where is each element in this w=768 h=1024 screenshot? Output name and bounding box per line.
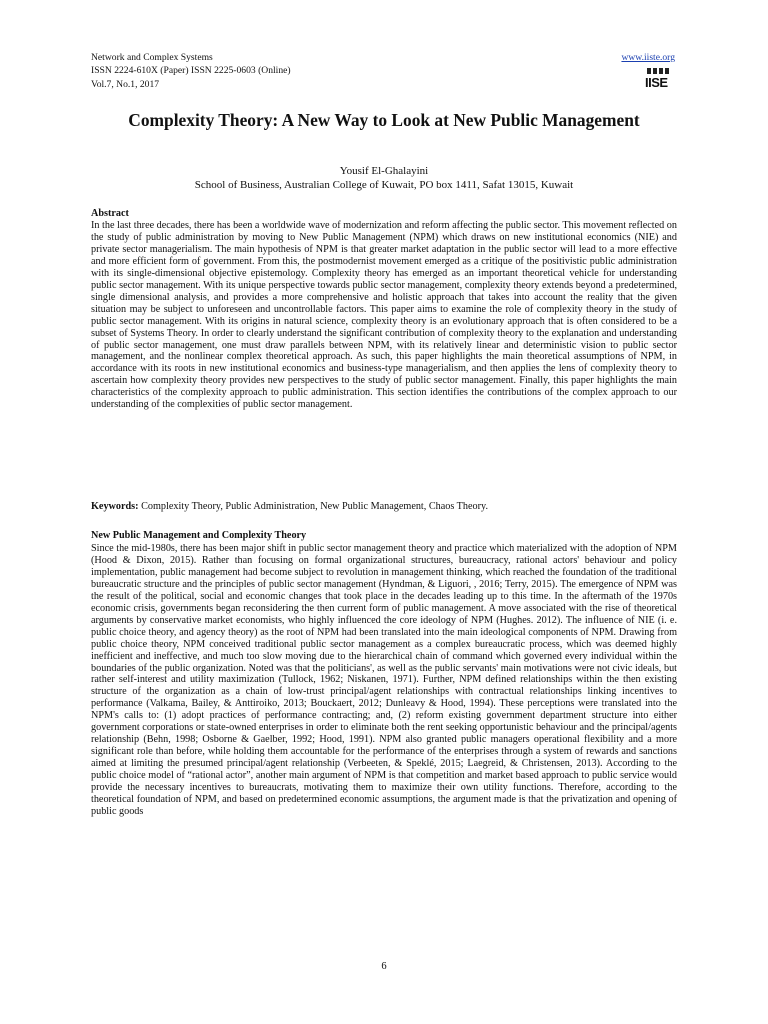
keywords-line xyxy=(91,501,677,513)
journal-url-link[interactable]: www.iiste.org xyxy=(621,52,675,63)
author-block xyxy=(91,164,677,192)
journal-issn: ISSN 2224-610X (Paper) ISSN 2225-0603 (Online) xyxy=(91,65,291,77)
section-heading: New Public Management and Complexity Theory xyxy=(91,530,307,541)
iiste-logo xyxy=(645,68,675,94)
keywords-text: Complexity Theory, Public Administration, New Public Management, Chaos Theory. xyxy=(138,501,488,512)
author-affiliation: School of Business, Australian College of Kuwait, PO box 1411, Safat 13015, Kuwait xyxy=(194,179,574,191)
journal-header xyxy=(91,51,291,91)
logo-bars xyxy=(647,68,669,74)
journal-name: Network and Complex Systems xyxy=(91,52,213,63)
author-name: Yousif El-Ghalayini xyxy=(339,165,429,177)
paper-title: Complexity Theory: A New Way to Look at New Public Management xyxy=(128,110,640,130)
abstract-heading: Abstract xyxy=(91,208,129,219)
section-text: Since the mid-1980s, there has been major shift in public sector management theory and practice which materialized with the adoption of NPM (Hood & Dixon, 2015). Rather than focusing on formal organizational structures, bureaucracy, rational actors' behaviour and policy implementation, public management had become subject to revolution in management thinking, which reached the foundation of the traditional bureaucratic structure and the principles of public sector management (Hyndman, & Liguori, , 2016; Terry, 2015). The emergence of NPM was the result of the political, social and economic changes that took place in the decades leading up to this time. In the aftermath of the 1970s economic crisis, governments began reconsidering the then current form of public management. A move associated with the rise of theoretical arguments by conservative market economists, who highly influenced the core ideology of NPM (Hughes. 2012). The influence of NIE (i. e. public choice theory, and agency theory) as the root of NPM had been translated into the main ideological components of NPM. Drawing from public choice theory, NPM conceived traditional public sector management as a complex bureaucratic process, which was deemed highly inefficient and ineffective, and much too slow moving due to the hierarchical chain of command which governed every individual within the boundaries of the public organization. Noted was that the politicians', as well as the public servants' main motivations were not civic ideals, but rather self-interest and utility maximization (Tullock, 1962; Niskanen, 1971). Further, NPM defined relationships within the then existing structure of the organization as a chain of low-trust principal/agent relationships with contractual relationships linking incentives to performance (Valkama, Bailey, & Anttiroiko, 2013; Bouckaert, 2012; Dunleavy & Hood, 1994). These perceptions were translated into the NPM's calls to: (1) adopt practices of performance contracting; and, (2) reform existing government department structure into either government corporations or state-owned enterprises in order to eliminate both the rent seeking opportunistic behaviour and the principal/agents relationship (Behn, 1998; Osborne & Gaelber, 1992; Hood, 1991). NPM also granted public managers operational flexibility and a more significant role than before, while holding them accountable for the performance of the enterprises through a system of rewards and sanctions aimed at limiting the presumed principal/agent relationship (Verbeeten, & Speklé, 2015; Laegreid, & Christensen, 2013). According to the public choice model of “rational actor”, another main argument of NPM is that competition and market based approach to public service would provide the necessary incentives to bureaucrats, motivating them to maximize their own utility functions. Therefore, according to the theoretical foundation of NPM, and based on predetermined economic assumptions, the argument made is that the privatization and opening of public goods xyxy=(91,543,677,817)
abstract-text: In the last three decades, there has been a worldwide wave of modernization and reform affecting the public sector. This movement reflected on the study of public administration by moving to New Public Management (NPM) which draws on new institutional economics (NIE) and private sector managerialism. The main hypothesis of NPM is that greater market adaptation in the public sector will lead to a more effective and more efficient form of government. From this, the postmodernist movement emerged as a critique of the positivistic public administration with its single-dimensional objective epistemology. Complexity theory has emerged as an important theoretical vehicle for understanding public sector management. With its unique perspective towards public sector management, complexity theory extends beyond a predetermined, single dimensional analysis, and provides a more comprehensive and holistic approach that takes into account the reality that the given situation may be subject to unforeseen and uncontrollable factors. This paper aims to examine the role of complexity theory in the study of public sector management. With its origins in natural science, complexity theory is an evolutionary approach that is often considered to be a subset of Systems Theory. In order to clearly understand the significant contribution of complexity theory to the explanation and understanding of public sector management, one must draw parallels between NPM, with its relatively linear and deterministic vision to public sector management, and the nonlinear complex theoretical approach. As such, this paper highlights the main theoretical assumptions of NPM, in accordance with its roots in new institutional economics and business-type managerialism, and then applies the lens of complexity theory to ascertain how complexity theory provides new perspectives to the study of public sector management. Finally, this paper highlights the main characteristics of the complexity approach to public administration. This section identifies the contributions of the complex approach to our understanding of the complexities of public sector management. xyxy=(91,220,677,411)
journal-header-right xyxy=(621,51,675,99)
page-number: 6 xyxy=(381,961,387,972)
logo-text: IISE xyxy=(645,75,668,90)
journal-volume: Vol.7, No.1, 2017 xyxy=(91,78,160,90)
keywords-label: Keywords: xyxy=(91,501,139,512)
